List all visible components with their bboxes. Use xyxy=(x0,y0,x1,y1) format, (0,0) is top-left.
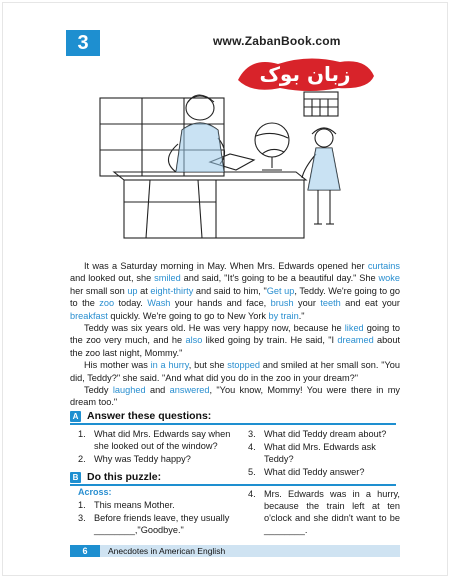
section-a-badge: A xyxy=(70,411,81,422)
vocab-keyword: stopped xyxy=(227,360,260,371)
story-text-run: your hands and face, xyxy=(170,298,271,309)
svg-text:زبان بوک: زبان بوک xyxy=(259,62,351,86)
section-b-badge: B xyxy=(70,472,81,483)
story-text-run: about the zoo last night, Mommy." xyxy=(70,335,401,358)
story-text-run: her small son xyxy=(70,285,128,296)
question-item: 1. What did Mrs. Edwards say when she looked out of the window? xyxy=(78,429,231,451)
story-text-run: quickly. We're going to go to New York xyxy=(107,310,269,321)
across-label: Across: xyxy=(78,487,112,497)
question-item: 2. Why was Teddy happy? xyxy=(78,454,191,464)
question-item: 5. What did Teddy answer? xyxy=(248,467,365,477)
story-text-run: today. xyxy=(114,298,148,309)
vocab-keyword: eight-thirty xyxy=(150,285,194,296)
vocab-keyword: dreamed xyxy=(337,335,374,346)
clues-left xyxy=(78,499,238,537)
story-text-run: and said to him, " xyxy=(193,285,267,296)
questions-right xyxy=(248,428,400,479)
story-text-run: His mother was xyxy=(84,360,151,371)
vocab-keyword: teeth xyxy=(320,298,341,309)
clue-item: 1. This means Mother. xyxy=(78,500,175,510)
story-paragraph xyxy=(70,322,400,359)
vocab-keyword: laughed xyxy=(112,385,146,396)
story-illustration xyxy=(90,84,370,242)
vocab-keyword: up xyxy=(127,285,138,296)
vocab-keyword: liked xyxy=(344,323,364,334)
story-text-run: Teddy xyxy=(84,385,113,396)
section-a-rule xyxy=(70,423,396,425)
footer-page-number: 6 xyxy=(70,545,100,557)
story-text-run: , Teddy. We're going to go to the xyxy=(70,285,400,309)
story-text-run: and said, "It's going to be a beautiful day." She xyxy=(180,273,379,284)
vocab-keyword: smiled xyxy=(154,273,181,284)
vocab-keyword: by train xyxy=(268,310,299,321)
vocab-keyword: in a hurry xyxy=(150,360,189,371)
vocab-keyword: Wash xyxy=(147,298,171,309)
section-b-rule xyxy=(70,484,396,486)
story-text-run: , but she xyxy=(188,360,228,371)
lesson-number: 3 xyxy=(66,30,100,56)
vocab-keyword: answered xyxy=(169,385,210,396)
story-paragraph xyxy=(70,260,400,322)
section-b-title: Do this puzzle: xyxy=(87,471,162,483)
story-text-run: and xyxy=(145,385,170,396)
story-text-run: at xyxy=(137,285,151,296)
vocab-keyword: Get up xyxy=(266,285,295,296)
section-b-heading xyxy=(70,471,161,483)
story-text-run: your xyxy=(293,298,321,309)
vocab-keyword: woke xyxy=(378,273,400,284)
story-text-run: It was a Saturday morning in May. When Mrs. Edwards opened her xyxy=(84,261,368,271)
section-a-title: Answer these questions: xyxy=(87,410,212,422)
story-paragraph xyxy=(70,384,400,409)
vocab-keyword: curtains xyxy=(367,261,400,271)
question-item: 3. What did Teddy dream about? xyxy=(248,429,387,439)
footer-book-title: Anecdotes in American English xyxy=(108,546,226,556)
site-url[interactable]: www.ZabanBook.com xyxy=(213,34,341,48)
questions-left xyxy=(78,428,238,466)
story-text-run: liked going by train. He said, "I xyxy=(202,335,338,346)
story-text-run: Teddy was six years old. He was very happy now, because he xyxy=(84,323,345,334)
story-text-run: ." xyxy=(298,310,305,321)
story-text-run: , "You know, Mommy! You were there in my dream too." xyxy=(70,385,401,408)
vocab-keyword: brush xyxy=(270,298,294,309)
section-a-heading xyxy=(70,410,211,422)
story-text-run: and eat your xyxy=(340,298,400,309)
story-text-run: and looked out, she xyxy=(70,273,155,284)
question-item: 4. What did Mrs. Edwards ask Teddy? xyxy=(248,442,376,464)
vocab-keyword: also xyxy=(185,335,203,346)
vocab-keyword: breakfast xyxy=(70,310,108,321)
story-text-run: going to the zoo very much, and he xyxy=(70,323,400,346)
clue-item: 4. Mrs. Edwards was in a hurry, because the train left at ten o'clock and she didn't want to be ________. xyxy=(248,489,400,535)
vocab-keyword: zoo xyxy=(99,298,115,309)
story-text-run: and smiled at her small son. "You did, Teddy?" she said. "And what did you do in the zoo in your dream?" xyxy=(70,360,400,383)
story-paragraph xyxy=(70,359,400,384)
clue-item: 3. Before friends leave, they usually ________,"Goodbye." xyxy=(78,513,230,535)
story-text xyxy=(70,260,400,409)
clues-right xyxy=(248,488,400,537)
